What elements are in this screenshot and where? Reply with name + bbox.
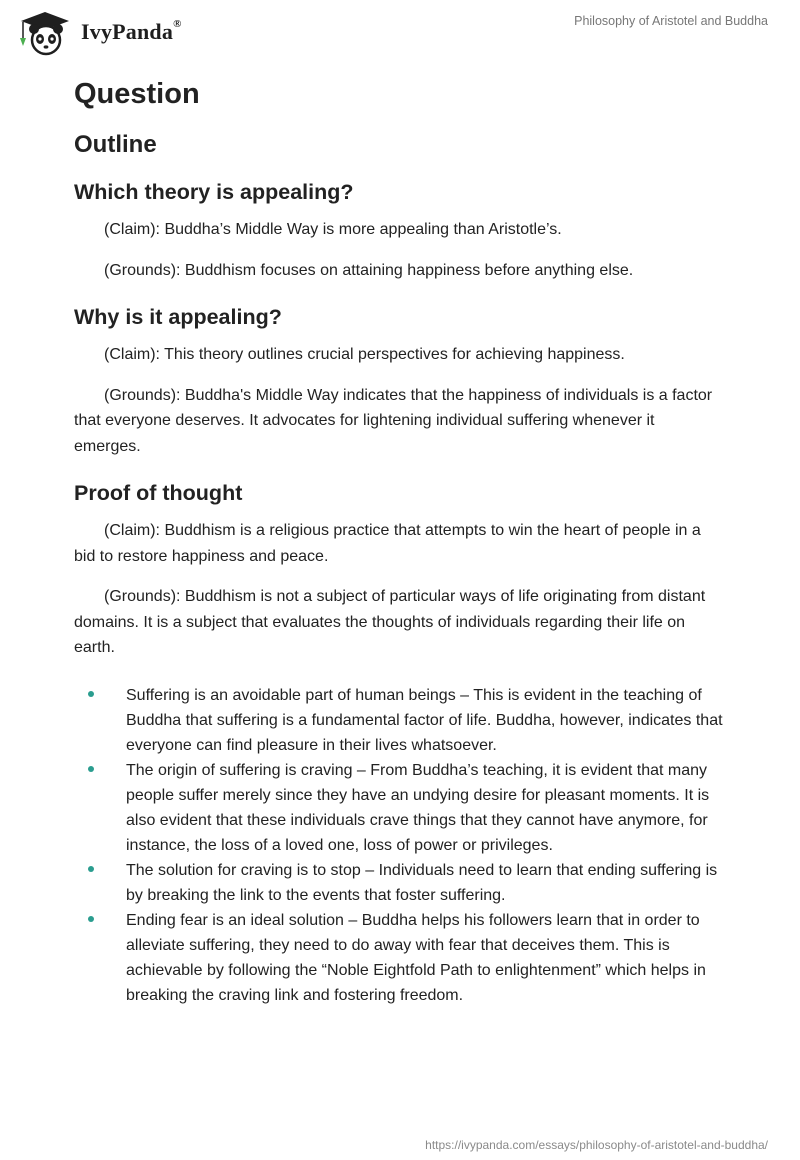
section-heading-proof-of-thought: Proof of thought (74, 481, 243, 505)
list-item: The solution for craving is to stop – Individuals need to learn that ending suffering is by breaking the link to the events that foster suffering. (74, 858, 724, 908)
grounds-paragraph: (Grounds): Buddhism is not a subject of particular ways of life originating from distant domains. It is a subject that evaluates the thoughts of individuals regarding their life on earth. (74, 588, 706, 656)
bullet-icon (88, 691, 94, 697)
list-item: Suffering is an avoidable part of human beings – This is evident in the teaching of Buddha that suffering is a fundamental factor of life. Buddha, however, indicates that everyone can find pleasure in their lives whatsoever. (74, 683, 724, 758)
grounds-paragraph: (Grounds): Buddha's Middle Way indicates that the happiness of individuals is a factor that everyone deserves. It advocates for lightening individual suffering whenever it emerges. (74, 386, 713, 455)
bullet-list (74, 683, 724, 1008)
outline-heading: Outline (74, 131, 157, 158)
brand-name: IvyPanda® (81, 17, 182, 44)
claim-paragraph: (Claim): This theory outlines crucial perspectives for achieving happiness. (104, 346, 625, 363)
claim-paragraph: (Claim): Buddha’s Middle Way is more appealing than Aristotle’s. (104, 221, 562, 238)
document-title: Philosophy of Aristotel and Buddha (574, 14, 768, 28)
brand-logo[interactable] (15, 8, 182, 56)
bullet-icon (88, 766, 94, 772)
essay-content (74, 70, 724, 1008)
source-url-link[interactable]: https://ivypanda.com/essays/philosophy-of-aristotel-and-buddha/ (425, 1138, 768, 1152)
panda-logo-icon (15, 8, 75, 56)
section-heading-why-appealing: Why is it appealing? (74, 305, 282, 329)
grounds-paragraph: (Grounds): Buddhism focuses on attaining happiness before anything else. (104, 261, 634, 279)
list-item: Ending fear is an ideal solution – Buddha helps his followers learn that in order to alleviate suffering, they need to do away with fear that deceives them. This is achievable by following the “Noble Eightfold Path to enlightenment” which helps in breaking the craving link and fostering freedom. (74, 908, 724, 1008)
bullet-icon (88, 916, 94, 922)
list-item: The origin of suffering is craving – From Buddha’s teaching, it is evident that many people suffer merely since they have an undying desire for pleasant moments. It is also evident that these individuals crave things that they cannot have anymore, for instance, the loss of a loved one, loss of power or privileges. (74, 758, 724, 858)
bullet-icon (88, 866, 94, 872)
section-heading-appealing-theory: Which theory is appealing? (74, 180, 354, 204)
claim-paragraph: (Claim): Buddhism is a religious practice that attempts to win the heart of people in a bid to restore happiness and peace. (74, 522, 701, 565)
question-heading: Question (74, 78, 200, 110)
